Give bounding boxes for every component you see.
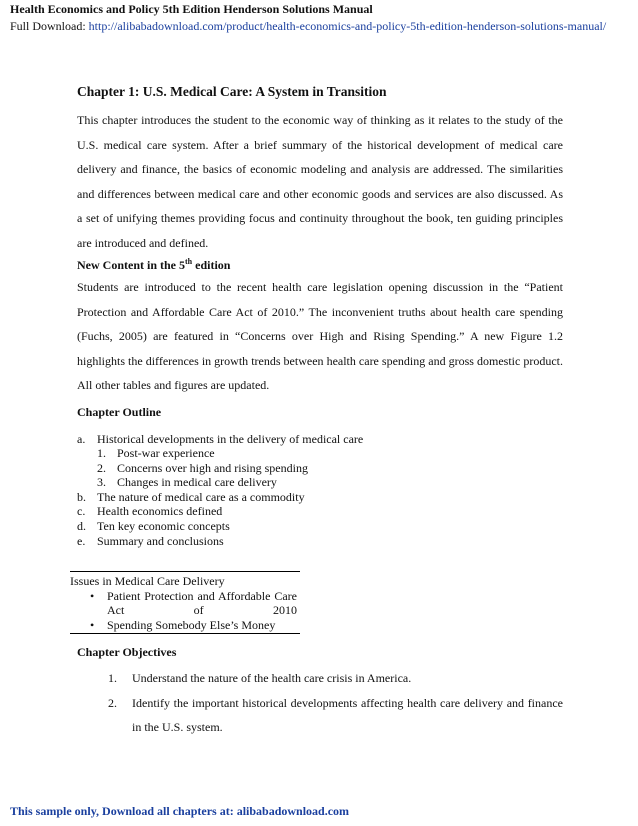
list-item: d. Ten key economic concepts (77, 519, 230, 534)
header-title: Health Economics and Policy 5th Edition Henderson Solutions Manual (10, 2, 373, 16)
list-item: 2. Concerns over high and rising spending (97, 460, 308, 475)
chapter-content (77, 82, 563, 548)
bullet-icon: • (90, 617, 95, 632)
list-item: e. Summary and conclusions (77, 533, 224, 548)
document-header (10, 1, 606, 35)
new-content-text: Students are introduced to the recent health care legislation opening discussion in the “Patient Protection and Affordable Care Act of 2010.” The inconvenient truths about health care spending (Fuchs, 2005) are featured in “Concerns over High and Rising Spending.” A new Figure 1.2 highlights the differences in growth trends between health care spending and gross domestic product. All other tables and figures are updated. (77, 280, 563, 392)
download-label: Full Download: (10, 19, 86, 33)
list-item: • Patient Protection and Affordable Care Act of 2010 (90, 588, 297, 618)
list-item: • Spending Somebody Else’s Money (90, 617, 276, 632)
issues-heading: Issues in Medical Care Delivery (70, 574, 225, 588)
issues-box (70, 571, 300, 634)
outline-heading: Chapter Outline (77, 404, 162, 419)
list-item: 3. Changes in medical care delivery (97, 475, 277, 490)
list-item: 2. Identify the important historical developments affecting health care delivery and finance in the U.S. system. (108, 695, 563, 734)
list-item: 1. Post-war experience (97, 446, 215, 461)
new-content-heading: New Content in the 5th edition (77, 257, 231, 272)
objectives-heading: Chapter Objectives (77, 645, 177, 659)
chapter-title: Chapter 1: U.S. Medical Care: A System in Transition (77, 84, 387, 99)
footer-download-notice[interactable]: This sample only, Download all chapters at: alibabadownload.com (10, 804, 350, 818)
list-item: c. Health economics defined (77, 504, 223, 519)
chapter-objectives (77, 642, 563, 740)
list-item: 1. Understand the nature of the health care crisis in America. (108, 671, 412, 685)
chapter-outline (77, 432, 563, 549)
download-line (10, 18, 606, 35)
chapter-intro: This chapter introduces the student to the economic way of thinking as it relates to the study of the U.S. medical care system. After a brief summary of the historical development of medical care delivery and finance, the basics of economic modeling and analysis are addressed. The similarities and differences between medical care and other economic goods and services are also discussed. As a set of unifying themes providing focus and continuity throughout the book, ten guiding principles are introduced and defined. (77, 113, 563, 250)
download-link[interactable]: http://alibabadownload.com/product/health-economics-and-policy-5th-edition-henderson-solutions-manual/ (88, 19, 607, 33)
bullet-icon: • (90, 588, 95, 603)
list-item: a. Historical developments in the delivery of medical care (77, 431, 364, 446)
list-item: b. The nature of medical care as a commodity (77, 489, 305, 504)
